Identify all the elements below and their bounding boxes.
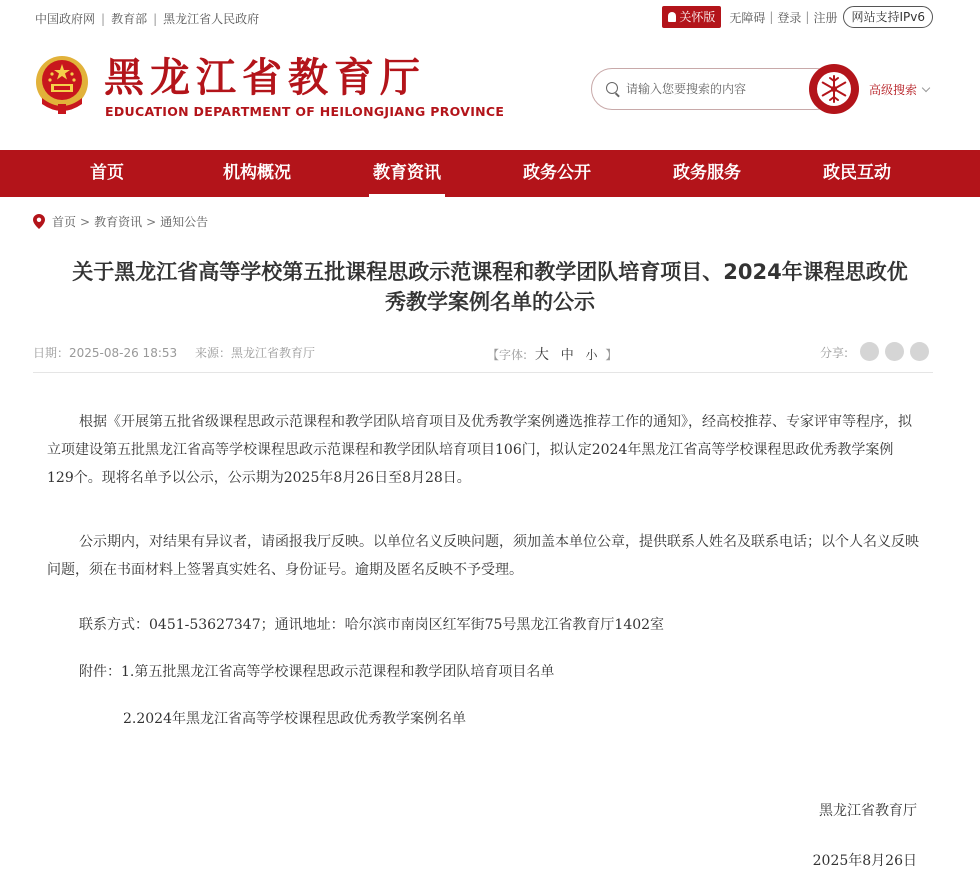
breadcrumb: 首页 > 教育资讯 > 通知公告 (33, 213, 208, 230)
site-subtitle: EDUCATION DEPARTMENT OF HEILONGJIANG PROVINCE (105, 104, 505, 119)
nav-organization[interactable]: 机构概况 (223, 163, 291, 183)
breadcrumb-notices[interactable]: 通知公告 (160, 215, 209, 229)
main-nav (0, 150, 980, 197)
article-date: 日期：2025-08-26 18:53 (33, 346, 178, 360)
chevron-down-icon (922, 84, 930, 92)
breadcrumb-news[interactable]: 教育资讯 (94, 215, 143, 229)
snowflake-icon (815, 70, 853, 108)
paragraph: 公示期内，对结果有异议者，请函报我厅反映。以单位名义反映问题，须加盖本单位公章，提供联系人姓名及联系电话；以个人名义反映问题，须在书面材料上签署真实姓名、身份证号。逾期及匿名反映不予受理。 (47, 534, 919, 578)
top-bar (0, 0, 980, 34)
article-source: 来源：黑龙江省教育厅 (195, 346, 316, 360)
search-box (591, 68, 837, 110)
article-title: 关于黑龙江省高等学校第五批课程思政示范课程和教学团队培育项目、2024年课程思政优 秀教学案例名单的公示 (72, 260, 908, 314)
site-title: 黑龙江省教育厅 (104, 55, 426, 101)
wechat-share-icon[interactable] (860, 342, 879, 361)
care-mode-button[interactable]: 关怀版 (662, 6, 721, 28)
top-links: 中国政府网 | 教育部 | 黑龙江省人民政府 (35, 12, 260, 26)
qzone-share-icon[interactable] (910, 342, 929, 361)
location-pin-icon (33, 214, 45, 229)
ipv6-badge: 网站支持IPv6 (843, 6, 933, 28)
advanced-search-link[interactable]: 高级搜索 (869, 81, 929, 98)
accessibility-link[interactable]: 无障碍 (729, 10, 766, 25)
login-link[interactable]: 登录 (777, 10, 802, 25)
nav-home[interactable]: 首页 (90, 163, 124, 183)
register-link[interactable]: 注册 (813, 10, 838, 25)
search-button[interactable] (809, 64, 859, 114)
link-hlj-gov[interactable]: 黑龙江省人民政府 (163, 12, 260, 26)
signature-date: 2025年8月26日 (812, 853, 917, 869)
breadcrumb-home[interactable]: 首页 (52, 215, 77, 229)
font-size-control: 【字体: 大 中 小 】 (487, 347, 618, 363)
nav-government-affairs[interactable]: 政务公开 (523, 163, 591, 183)
article-meta (33, 342, 933, 373)
share-label: 分享: (820, 346, 849, 360)
link-gov-cn[interactable]: 中国政府网 (35, 12, 96, 26)
font-size-large[interactable]: 大 (534, 347, 549, 363)
care-icon (668, 12, 676, 22)
attachment-1-link[interactable]: 附件：1.第五批黑龙江省高等学校课程思政示范课程和教学团队培育项目名单 (79, 664, 555, 680)
search-input[interactable] (626, 80, 796, 98)
search-icon (606, 82, 618, 94)
nav-interaction[interactable]: 政民互动 (823, 163, 891, 183)
attachment-2-link[interactable]: 2.2024年黑龙江省高等学校课程思政优秀教学案例名单 (123, 711, 466, 727)
paragraph: 联系方式：0451-53627347；通讯地址：哈尔滨市南岗区红军街75号黑龙江省教育厅1402室 (79, 617, 665, 633)
top-right-links: 关怀版 无障碍 | 登录 | 注册 网站支持IPv6 (662, 6, 933, 28)
signature: 黑龙江省教育厅 (819, 803, 917, 819)
font-size-medium[interactable]: 中 (560, 348, 574, 363)
nav-education-news[interactable]: 教育资讯 (352, 150, 462, 197)
paragraph: 根据《开展第五批省级课程思政示范课程和教学团队培育项目及优秀教学案例遴选推荐工作的通知》，经高校推荐、专家评审等程序，拟立项建设第五批黑龙江省高等学校课程思政示范课程和教学团队培育项目106门，拟认定2024年黑龙江省高等学校课程思政优秀教学案例129个。现将名单予以公示，公示期为2025年8月26日至8月28日。 (47, 414, 912, 486)
weibo-share-icon[interactable] (885, 342, 904, 361)
font-size-small[interactable]: 小 (585, 348, 598, 362)
link-moe[interactable]: 教育部 (111, 12, 148, 26)
national-emblem-icon (34, 54, 90, 116)
nav-government-services[interactable]: 政务服务 (673, 163, 741, 183)
